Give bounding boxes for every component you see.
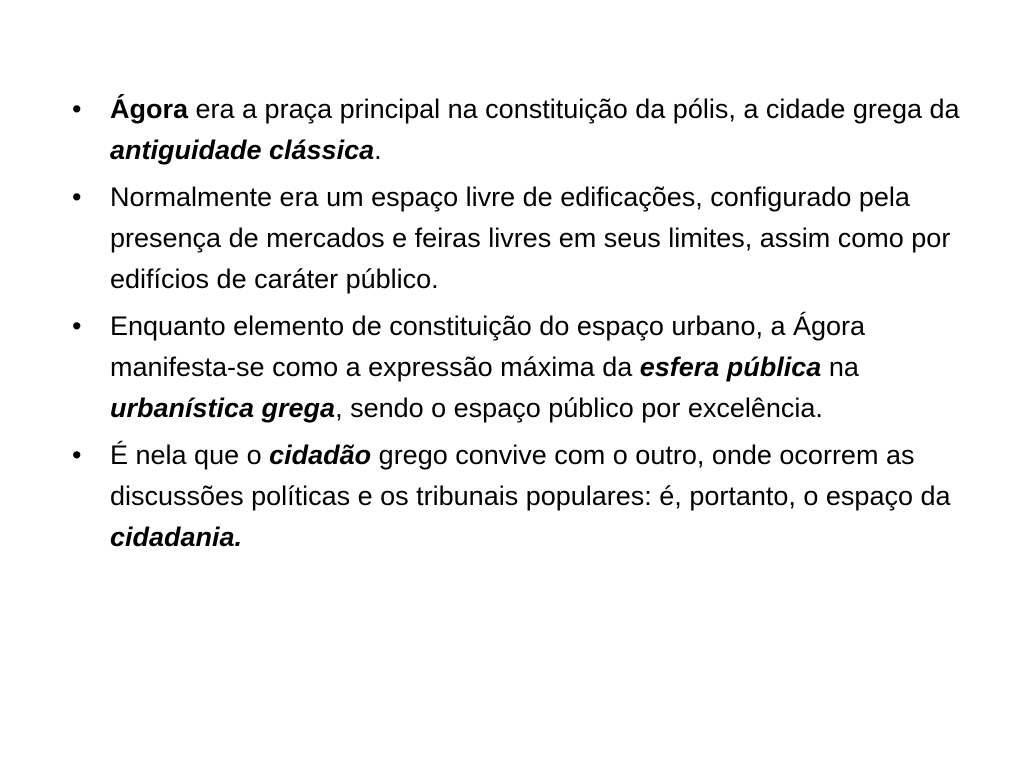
text-segment: Enquanto elemento de constituição do espaço urbano, a Ágora manifesta-se como a expressão máxima da: [110, 311, 866, 382]
text-segment: grego convive com o outro, onde ocorrem as discussões políticas e os tribunais populares: é, portanto, o espaço da: [110, 440, 951, 511]
term-cidadania: cidadania.: [110, 522, 243, 552]
text-segment: É nela que o: [110, 440, 270, 470]
term-antiguidade-classica: antiguidade clássica: [110, 135, 375, 165]
term-urbanistica-grega: urbanística grega: [110, 393, 336, 423]
bullet-dot: •: [72, 94, 82, 124]
text-segment: , sendo o espaço público por excelência.: [335, 393, 823, 423]
bullet-item-1: [70, 89, 970, 171]
term-cidadao: cidadão: [269, 440, 372, 470]
bullet-item-3: [70, 306, 970, 429]
term-esfera-publica: esfera pública: [639, 352, 822, 382]
bullet-dot: •: [72, 440, 82, 470]
bullet-dot: •: [72, 182, 82, 212]
text-segment: na: [821, 352, 859, 382]
bullet-item-4: [70, 435, 970, 558]
bullet-dot: •: [72, 311, 82, 341]
bullet-item-2: [70, 177, 970, 300]
term-agora: Ágora: [110, 94, 189, 124]
text-segment: .: [374, 135, 382, 165]
bullet-list: [70, 89, 970, 564]
text-segment: Normalmente era um espaço livre de edificações, configurado pela presença de mercados e feiras livres em seus limites, assim como por edifícios de caráter público.: [110, 182, 951, 294]
text-segment: era a praça principal na constituição da pólis, a cidade grega da: [188, 94, 960, 124]
